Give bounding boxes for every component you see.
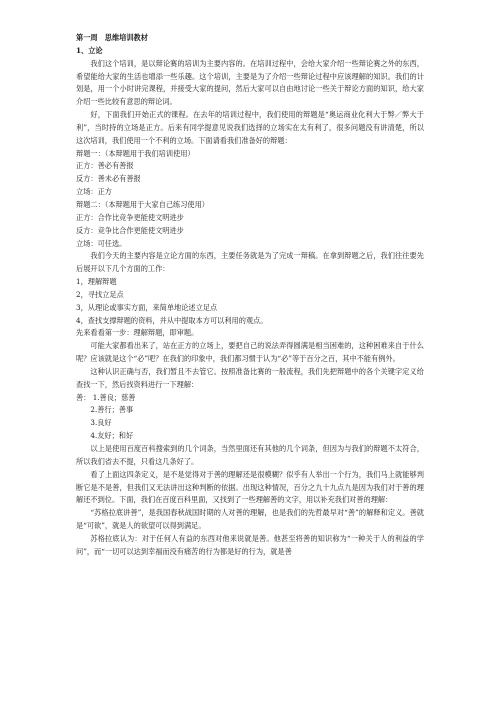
step-item: 4，查找支撑辩题的资料，并从中提取本方可以利用的观点。 (76, 315, 268, 325)
step-item: 2，寻找立足点 (76, 289, 124, 299)
paragraph-course-start: 好，下面我们开始正式的课程。在去年的培训过程中，我们使用的辩题是“奥运商业化利大于弊／弊大于利”，当时持的立场是正方。后来有同学提意见说我们选择的立场实在太有利了，很多问题没有讲清楚，所以这次培训，我们使用一个不利的立场。下面请看我们准备好的辩题： (76, 110, 424, 145)
topic1-heading: 辩题一：（本辩题用于我们培训使用） (76, 148, 195, 158)
topic2-stance: 立场：可任选。 (76, 238, 127, 248)
topic2-pro: 正方：合作比竞争更能使文明进步 (76, 212, 184, 222)
document-title: 第一周 思维培训教材 (76, 33, 148, 42)
paragraph-socrates-2: 苏格拉底认为：对于任何人有益的东西对他来说就是善。他甚至将善的知识称为“一种关于人的利益的学问”，而“一切可以达到幸福而没有痛苦的行为都是好的行为，就是善 (76, 533, 424, 556)
topic1-pro: 正方：善必有善报 (76, 161, 134, 171)
definition-list (76, 392, 424, 405)
paragraph-process: 这种认识正确与否，我们暂且不去管它。按照准备比赛的一般流程，我们先把辩题中的各个关键字定义给查找一下，然后找资料进行一下理解： (76, 366, 424, 389)
paragraph-source-note: 以上是使用百度百科搜索到的几个词条，当然里面还有其他的几个词条，但因为与我们的辩题不太符合，所以我们省去不提，只看这几条好了。 (76, 444, 424, 466)
paragraph-intro: 我们这个培训，是以辩论赛的培训为主要内容的。在培训过程中，会给大家介绍一些辩论赛之外的东西，希望能给大家的生活也增添一些乐趣。这个培训，主要是为了介绍一些辩论过程中应该理解的知识。我们的计划是，用一个小时讲完课程，并接受大家的提问，然后大家可以自由地讨论一些关于辩论方面的知识，给大家介绍一些比较有意思的辩论词。 (76, 58, 424, 107)
definition-item: 4.友好；和好 (90, 431, 134, 441)
paragraph-socrates-1: “苏格拉底讲善”，是我国春秋战国时期的人对善的理解，也是我们的先哲最早对“善”的解释和定义。善就是“可欲”，就是人的欲望可以得到满足。 (76, 508, 424, 531)
definition-item: 1.善良；慈善 (92, 392, 136, 402)
definition-term: 善： (76, 392, 91, 402)
topic1-con: 反方：善未必有善报 (76, 174, 141, 184)
definition-item: 3.良好 (90, 418, 112, 428)
document-body (76, 32, 424, 559)
paragraph-understanding: 看了上面这四条定义，是不是觉得对于善的理解还是很模糊？似乎有人举出一个行为，我们马上就能够判断它是不是善，但我们又无法讲出这种判断的依据。出现这种情况，百分之九十九点九是因为我们对于善的理解还不到位。下面，我们在百度百科里面，又找到了一些理解善的文字，用以补充我们对善的理解： (76, 469, 424, 505)
step-item: 3，从理论或事实方面，来简单地论述立足点 (76, 302, 218, 312)
step-item: 1，理解辩题 (76, 277, 117, 287)
topic2-heading: 辩题二：（本辩题用于大家自己练习使用） (76, 199, 209, 209)
section-heading: 1、立论 (76, 45, 103, 55)
topic1-stance: 立场：正方 (76, 187, 112, 197)
paragraph-difficulty: 可能大家都看出来了，站在正方的立场上，要把自己的说法弄得圆满是相当困难的，这种困难来自于什么呢？应该就是这个“必”吧？在我们的印象中，我们都习惯于认为“必”等于百分之百，其中不能有例外。 (76, 341, 424, 364)
paragraph-today-content: 我们今天的主要内容是立论方面的东西，主要任务就是为了完成一辩稿。在拿到辩题之后，我们往往要先后展开以下几个方面的工作： (76, 251, 424, 274)
definition-item: 2.善行；善事 (90, 405, 134, 415)
paragraph-step-one: 先来看看第一步：理解辩题，即审题。 (76, 328, 199, 338)
topic2-con: 反方：竞争比合作更能使文明进步 (76, 225, 184, 235)
